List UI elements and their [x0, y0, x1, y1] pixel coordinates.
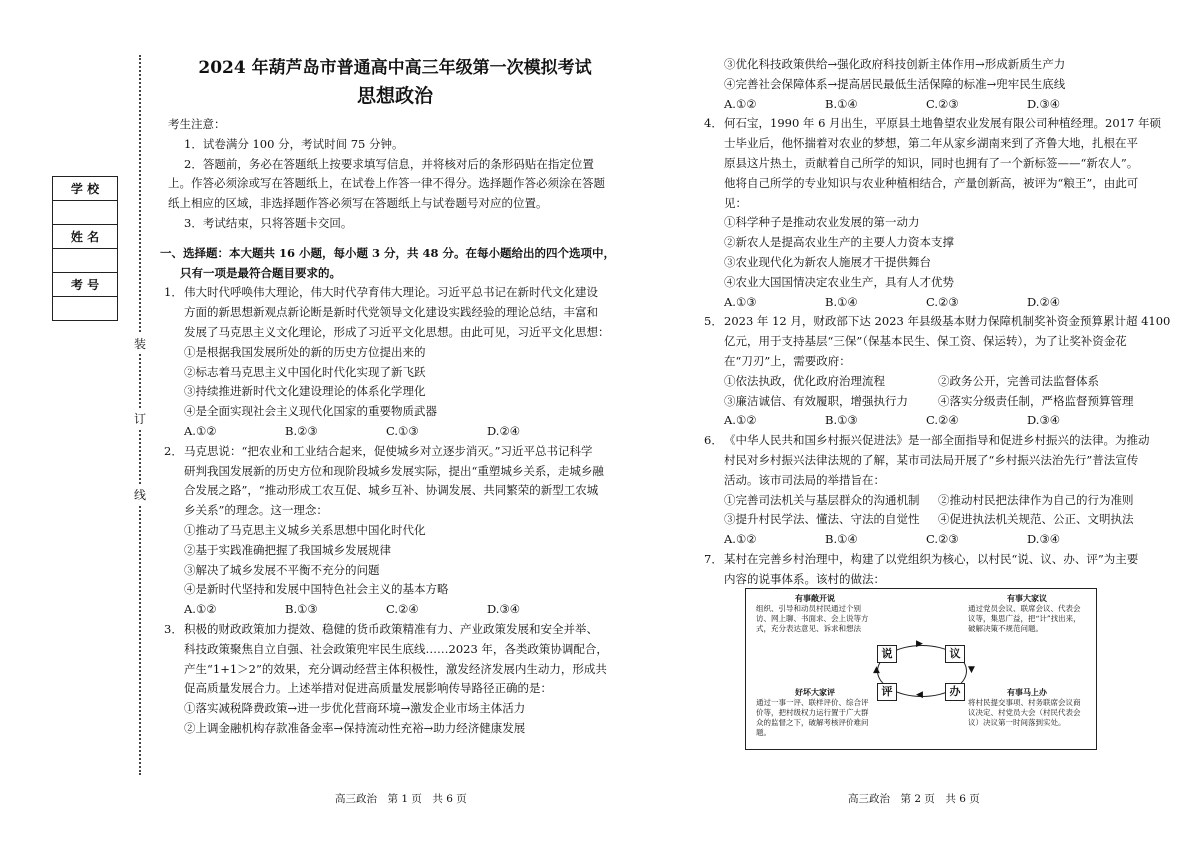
question-stem: 积极的财政政策加力提效、稳健的货币政策精准有力、产业政策发展和安全并举、 — [184, 621, 598, 636]
statement-item: ①落实减税降费政策→进一步优化营商环境→激发企业市场主体活力 — [184, 701, 526, 716]
question-stem: 乡关系”的理念。这一理念： — [184, 503, 328, 518]
notice-line: 1．试卷满分 100 分，考试时间 75 分钟。 — [184, 136, 404, 151]
statement-item: ①科学种子是推动农业发展的第一动力 — [724, 215, 920, 230]
question-number: 5． — [704, 314, 723, 329]
section-heading: 一、选择题：本大题共 16 小题，每小题 3 分，共 48 分。在每小题给出的四个选项中， — [160, 245, 616, 260]
question-stem: 《中华人民共和国乡村振兴促进法》是一部全面指导和促进乡村振兴的法律。为推动 — [724, 433, 1150, 448]
arrow-up-icon: ▲ — [873, 665, 880, 675]
name-label: 姓 名 — [53, 225, 118, 249]
page2-column — [700, 55, 1171, 590]
notice-line: 3．考试结束，只将答题卡交回。 — [184, 215, 353, 230]
question-stem: 在“刀刃”上，需要政府： — [724, 353, 851, 368]
option-c: C.①③ — [386, 423, 419, 438]
question-number: 4． — [704, 116, 723, 131]
exam-number-field[interactable] — [53, 297, 118, 321]
school-field[interactable] — [53, 201, 118, 225]
question-number: 6． — [704, 433, 723, 448]
question-stem: 何石宝，1990 年 6 月出生，平原县土地鲁望农业发展有限公司种植经理。2017 年硕 — [724, 116, 1161, 131]
option-d: D.③④ — [1027, 413, 1061, 428]
binding-char-zhuang: 装 — [134, 333, 146, 354]
answer-options — [700, 530, 1160, 550]
question-stem: 伟大时代呼唤伟大理论，伟大时代孕育伟大理论。习近平总书记在新时代文化建设 — [184, 285, 598, 300]
statement-item: ②基于实践准确把握了我国城乡发展规律 — [184, 542, 391, 557]
statement-item: ①依法执政，优化政府治理流程 — [724, 373, 885, 388]
option-c: C.②③ — [926, 294, 959, 309]
exam-title: 2024 年葫芦岛市普通高中高三年级第一次模拟考试 — [198, 58, 592, 78]
node-discuss: 议 — [945, 645, 965, 663]
question-stem: 他将自己所学的专业知识与农业种植相结合，产量创新高，被评为“粮王”，由此可 — [724, 175, 1139, 190]
question-stem: 方面的新思想新观点新论断是新时代党领导文化建设实践经验的理论总结，丰富和 — [184, 305, 598, 320]
notice-heading: 考生注意： — [168, 117, 226, 131]
statement-item: ②政务公开，完善司法监督体系 — [938, 373, 1099, 388]
diagram-box-text: 通过党员会议、联席会议、代表会议等，集思广益，把“计”找出来，破解决策不规范问题。 — [968, 604, 1081, 633]
page-footer-1: 高三政治 第 1 页 共 6 页 — [335, 793, 467, 805]
diagram-box-text: 组织、引导和动员村民通过个别访、网上聊、书面求、会上说等方式，充分表达意见、诉求和想法 — [756, 604, 869, 633]
notice-line: 纸上相应的区域，非选择题作答必须写在答题纸上与试卷题号对应的位置。 — [168, 196, 548, 211]
binding-char-ding: 订 — [134, 408, 146, 429]
school-label: 学 校 — [53, 177, 118, 201]
question-stem: 研判我国发展新的历史方位和现阶段城乡发展实际，提出“重塑城乡关系，走城乡融 — [184, 463, 604, 478]
binding-char-xian: 线 — [134, 484, 146, 505]
statement-item: ③解决了城乡发展不平衡不充分的问题 — [184, 562, 380, 577]
question-number: 7． — [704, 551, 723, 566]
question-number: 3． — [164, 621, 183, 636]
option-d: D.③④ — [1027, 96, 1061, 111]
question-stem: 活动。该市司法局的举措旨在： — [724, 472, 885, 487]
exam-number-label: 考 号 — [53, 273, 118, 297]
diagram-box-heading: 好坏大家评 — [795, 687, 835, 697]
answer-options — [160, 600, 630, 620]
diagram-box-heading: 有事大家议 — [1007, 593, 1047, 603]
question-3 — [160, 620, 630, 739]
option-a: A.①② — [184, 423, 217, 438]
question-stem: 村民对乡村振兴法律法规的了解，某市司法局开展了“乡村振兴法治先行”普法宣传 — [724, 452, 1139, 467]
question-stem: 发展了马克思主义文化理论，形成了习近平文化思想。由此可见，习近平文化思想： — [184, 324, 610, 339]
diagram-box-heading: 有事马上办 — [1007, 687, 1047, 697]
question-4 — [700, 114, 1160, 292]
option-a: A.①② — [184, 602, 217, 617]
arrow-down-icon: ▼ — [968, 665, 975, 675]
option-c: C.②④ — [386, 602, 419, 617]
node-act: 办 — [945, 683, 965, 701]
question-stem: 见： — [724, 195, 747, 210]
diagram-box-evaluate — [756, 687, 874, 738]
answer-options — [160, 422, 630, 442]
question-stem: 马克思说：“把农业和工业结合起来，促使城乡对立逐步消灭。”习近平总书记科学 — [184, 443, 593, 458]
statement-item: ②标志着马克思主义中国化时代化实现了新飞跃 — [184, 364, 426, 379]
option-d: D.②④ — [487, 423, 521, 438]
option-d: D.③④ — [487, 602, 521, 617]
question-number: 2． — [164, 443, 183, 458]
question-5 — [700, 312, 1171, 371]
question-1 — [160, 283, 630, 422]
statement-item: ①完善司法机关与基层群众的沟通机制 — [724, 492, 920, 507]
statement-item: ②推动村民把法律作为自己的行为准则 — [938, 492, 1134, 507]
question-number: 1． — [164, 285, 183, 300]
page-footer-2: 高三政治 第 2 页 共 6 页 — [848, 793, 980, 805]
question-6 — [700, 431, 1160, 490]
statement-item: ①是根据我国发展所处的新的历史方位提出来的 — [184, 344, 426, 359]
statement-item: ④农业大国国情决定农业生产，具有人才优势 — [724, 274, 954, 289]
statement-pair — [700, 372, 1160, 392]
statement-item: ④落实分级责任制，严格监督预算管理 — [938, 393, 1134, 408]
option-c: C.②③ — [926, 96, 959, 111]
option-c: C.②④ — [926, 413, 959, 428]
statement-item: ④促进执法机关规范、公正、文明执法 — [938, 512, 1134, 527]
statement-item: ③农业现代化为新农人施展才干提供舞台 — [724, 254, 931, 269]
option-d: D.③④ — [1027, 532, 1061, 547]
question-stem: 产生“1+1＞2”的效果，充分调动经营主体积极性，激发经济发展内生动力，形成共 — [184, 661, 607, 676]
option-a: A.①② — [724, 413, 757, 428]
statement-pair — [700, 491, 1160, 511]
statement-pair — [700, 392, 1160, 412]
option-a: A.①② — [724, 96, 757, 111]
option-b: B.①④ — [825, 294, 858, 309]
answer-options — [700, 95, 1160, 115]
notice-line: 上。作答必须涂或写在答题纸上，在试卷上作答一律不得分。选择题作答必须涂在答题 — [168, 176, 605, 191]
option-b: B.①④ — [825, 96, 858, 111]
diagram-box-text: 通过一事一评、联样评价、综合评价等，把村级权力运行置于广大群众的监督之下，破解考核评价难问题。 — [756, 698, 869, 737]
statement-item: ③优化科技政策供给→强化政府科技创新主体作用→形成新质生产力 — [724, 57, 1066, 71]
diagram-box-speak — [756, 593, 874, 634]
statement-item: ②新农人是提高农业生产的主要人力资本支撑 — [724, 235, 954, 250]
question-2 — [160, 442, 630, 600]
question-stem: 科技政策聚焦自立自强、社会政策兜牢民生底线……2023 年，各类政策协调配合， — [184, 641, 608, 656]
question-stem: 促高质量发展合力。上述举措对促进高质量发展影响传导路径正确的是： — [184, 681, 552, 696]
diagram-box-discuss — [968, 593, 1086, 634]
statement-pair — [700, 510, 1160, 530]
name-field[interactable] — [53, 249, 118, 273]
option-a: A.①③ — [724, 294, 757, 309]
arrow-left-icon: ◀ — [916, 690, 923, 700]
statement-item: ④完善社会保障体系→提高居民最低生活保障的标准→兜牢民生底线 — [724, 76, 1066, 91]
option-b: B.②③ — [285, 423, 318, 438]
diagram-box-act — [968, 687, 1086, 728]
statement-item: ③廉洁诚信、有效履职，增强执行力 — [724, 393, 908, 408]
option-d: D.②④ — [1027, 294, 1061, 309]
question-stem: 合发展之路”，“推动形成工农互促、城乡互补、协调发展、共同繁荣的新型工农城 — [184, 483, 599, 498]
diagram-box-heading: 有事敞开说 — [795, 593, 835, 603]
statement-item: ④是新时代坚持和发展中国特色社会主义的基本方略 — [184, 582, 449, 597]
student-info-table — [52, 176, 118, 321]
question-stem: 内容的说事体系。该村的做法： — [724, 571, 885, 586]
node-speak: 说 — [877, 645, 897, 663]
page1-column — [160, 55, 630, 739]
option-b: B.①③ — [825, 413, 858, 428]
governance-diagram — [745, 588, 1097, 750]
option-c: C.②③ — [926, 532, 959, 547]
section-heading-cont: 只有一项是最符合题目要求的。 — [180, 265, 341, 280]
diagram-box-text: 将村民提交事项、村务联席会议商议决定、村党员大会（村民代表会议）决议第一时间落到实处。 — [968, 698, 1081, 727]
statement-item: ④是全面实现社会主义现代化国家的重要物质武器 — [184, 404, 437, 419]
statement-item: ③持续推进新时代文化建设理论的体系化学理化 — [184, 384, 426, 399]
option-b: B.①③ — [285, 602, 318, 617]
arrow-right-icon: ▶ — [916, 639, 923, 649]
node-evaluate: 评 — [877, 683, 897, 701]
option-b: B.①④ — [825, 532, 858, 547]
question-stem: 亿元，用于支持基层“三保”（保基本民生、保工资、保运转），为了让奖补资金花 — [724, 334, 1127, 349]
answer-options — [700, 411, 1160, 431]
notice-line: 2．答题前，务必在答题纸上按要求填写信息，并将核对后的条形码贴在指定位置 — [184, 156, 594, 171]
option-a: A.①② — [724, 532, 757, 547]
statement-item: ③提升村民学法、懂法、守法的自觉性 — [724, 512, 920, 527]
question-stem: 士毕业后，他怀揣着对农业的梦想，第二年从家乡湖南来到了齐鲁大地，扎根在平 — [724, 136, 1138, 151]
question-stem: 2023 年 12 月，财政部下达 2023 年县级基本财力保障机制奖补资金预算累计超 4100 — [724, 314, 1171, 329]
question-stem: 原县这片热土，贡献着自己所学的知识，同时也拥有了一个新标签——“新农人”。 — [724, 155, 1139, 170]
statement-item: ①推动了马克思主义城乡关系思想中国化时代化 — [184, 522, 426, 537]
question-stem: 某村在完善乡村治理中，构建了以党组织为核心，以村民“说、议、办、评”为主要 — [724, 551, 1139, 566]
subject-title: 思想政治 — [356, 85, 433, 107]
statement-item: ②上调金融机构存款准备金率→保持流动性充裕→助力经济健康发展 — [184, 720, 526, 735]
question-7 — [700, 550, 1160, 590]
answer-options — [700, 293, 1160, 313]
